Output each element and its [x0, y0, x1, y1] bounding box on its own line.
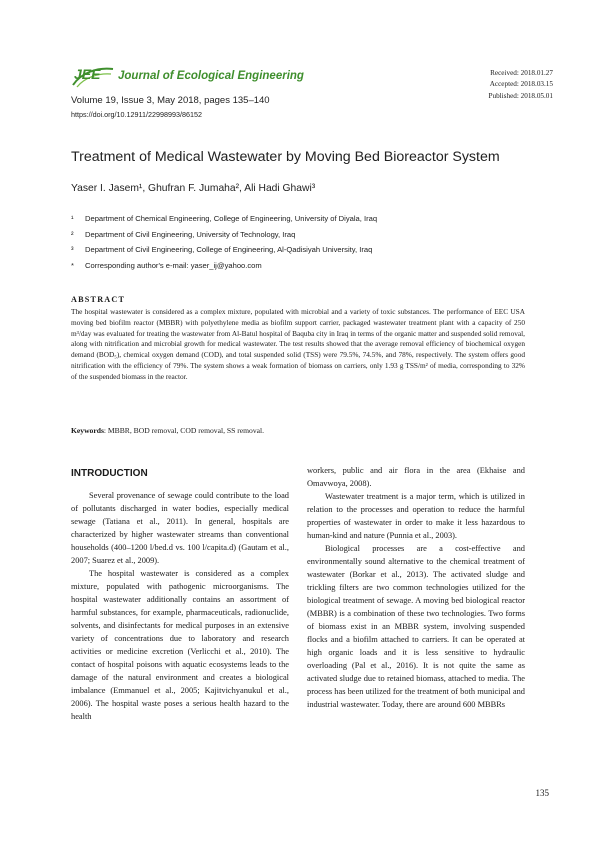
affiliation-mark: ³ [71, 245, 74, 255]
affiliation-item [71, 227, 377, 243]
affiliation-item [71, 242, 377, 258]
paragraph-continuation: workers, public and air flora in the area (Ekhaise and Omavwoya, 2008). [307, 466, 525, 488]
affiliation-mark: * [71, 260, 74, 270]
affiliation-text: Department of Civil Engineering, College of Engineering, Al-Qadisiyah University, Iraq [85, 245, 373, 255]
paragraph: Biological processes are a cost-effective and environmentally sound alternative to the chemical treatment of wastewater (Borkar et al., 2013). The activated sludge and trickling filters are two common technologies utilized for the biological treatment of sewage. A moving bed biological reactor (MBBR) is a combination of these two technologies. Two forms of biomass exist in an MBBR system, involving suspended flocks and a biofilm attached to carriers. It can be operated at high organic loads and it is less sensitive to hydraulic overloading (Pal et al., 2016). It is not quite the same as activated sludge due to retained biomass, attached to media. The process has been utilized for the treatment of both municipal and industrial wastewater. Today, there are around 600 MBBRs [307, 544, 525, 709]
publication-dates [489, 68, 554, 102]
right-column [307, 464, 525, 711]
paragraph: The hospital wastewater is considered as a complex mixture, populated with pathogenic microorganisms. The hospital wastewater additionally contains an assortment of harmful substances, for example, pharmaceuticals, radionuclide, solvents, and disinfectants for medical purposes in an extensive variety of concentrations due to laboratory and research activities or medicine excretion (Verlicchi et al., 2010). The contact of hospital poisons with aquatic ecosystems leads to the damage of the natural environment and creates a biological imbalance (Emmanuel et al., 2005; Kajitvichyanukul et al., 2006). The hospital waste poses a serious health hazard to the health [71, 569, 289, 721]
paper-title: Treatment of Medical Wastewater by Moving Bed Bioreactor System [71, 149, 500, 165]
published-date: Published: 2018.05.01 [488, 91, 553, 100]
abstract-heading: ABSTRACT [71, 295, 126, 304]
journal-logo [71, 63, 115, 89]
keywords-line [71, 426, 264, 435]
corresponding-email[interactable]: Corresponding author's e-mail: yaser_ij@yahoo.com [85, 260, 262, 270]
affiliation-item [71, 211, 377, 227]
doi-link[interactable]: https://doi.org/10.12911/22998993/86152 [71, 110, 202, 119]
author-list: Yaser I. Jasem¹, Ghufran F. Jumaha², Ali Hadi Ghawi³ [71, 183, 316, 194]
abstract-body: The hospital wastewater is considered as a complex mixture, populated with microbial and a variety of toxic substances. The performance of EEC USA moving bed biofilm reactor (MBBR) with polyethylene media as biofilm support carrier, packaged wastewater treatment plant with a capacity of 250 m³/day was evaluated for treating the wastewater from Al-Batul hospital of Baquba city in Iraq in terms of the organic matter and suspended solid removal, along with nitrification and microbial growth for medical wastewater. The test results showed that the average removal efficiency of biochemical oxygen demand (BOD₅), chemical oxygen demand (COD), and total suspended solid (TSS) were 79.5%, 74.5%, and 78%, respectively. The system offers good nitrification with the efficiency of 79%. The system shows a weak formation of biomass on carriers, only 1.93 g TSS/m² of media, corresponding to 32% of the suspended biomass in the reactor. [71, 307, 525, 381]
keywords-text: : MBBR, BOD removal, COD removal, SS removal. [103, 426, 264, 435]
affiliations [71, 211, 377, 273]
left-column [71, 489, 289, 723]
affiliation-mark: ² [71, 229, 74, 239]
affiliation-mark: ¹ [71, 214, 74, 223]
received-date: Received: 2018.01.27 [490, 69, 553, 77]
keywords-label: Keywords [71, 426, 104, 435]
page-number: 135 [535, 788, 549, 798]
accepted-date: Accepted: 2018.03.15 [489, 80, 553, 89]
affiliation-text: Department of Chemical Engineering, College of Engineering, University of Diyala, Iraq [85, 214, 378, 223]
volume-line: Volume 19, Issue 3, May 2018, pages 135–140 [71, 95, 270, 106]
paragraph: Wastewater treatment is a major term, which is utilized in relation to the processes and operation to reduce the harmful properties of wastewater in order to make it less hazardous to human-kind and nature (Punnia et al., 2003). [307, 492, 525, 540]
logo-text: JEE [74, 66, 101, 82]
paragraph: Several provenance of sewage could contribute to the load of pollutants discharged in water bodies, especially medical sewage (Tatiana et al., 2011). In general, hospitals are characterized by higher wastewater streams than conventional households (400–1200 l/bed.d vs. 100 l/capita.d) (Gautam et al., 2007; Suarez et al., 2009). [71, 491, 289, 565]
journal-name: Journal of Ecological Engineering [118, 70, 304, 82]
affiliation-item [71, 258, 377, 274]
introduction-heading: INTRODUCTION [71, 468, 148, 479]
affiliation-text: Department of Civil Engineering, University of Technology, Iraq [85, 229, 296, 239]
